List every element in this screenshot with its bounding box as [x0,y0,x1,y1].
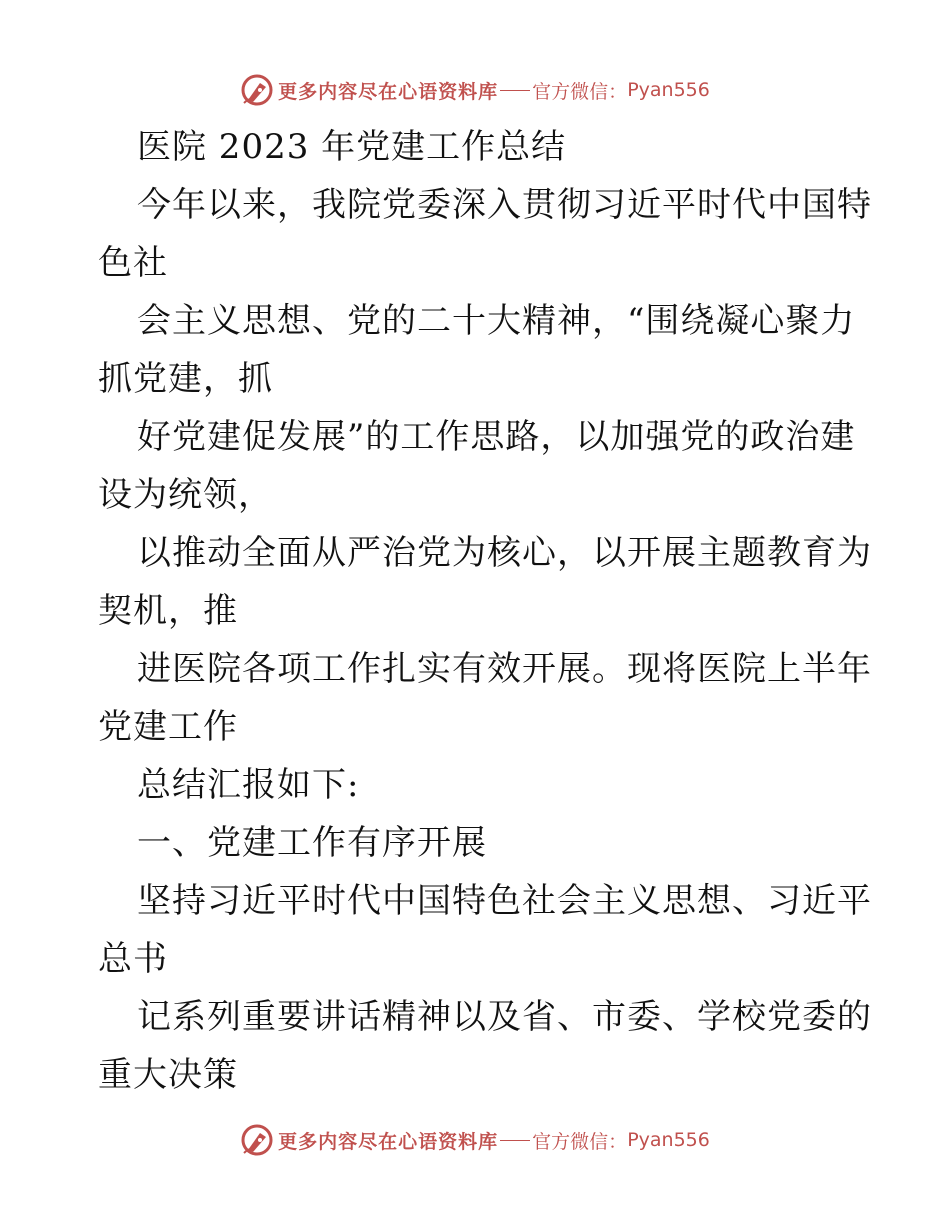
pen-nib-logo-icon [240,1123,274,1157]
paragraph-line: 抓党建，抓 [98,359,273,399]
paragraph-line: 色社 [98,243,168,283]
watermark-brand: 更多内容尽在心语资料库 [278,1130,499,1153]
footer-watermark [0,1120,950,1160]
paragraph-line: 总结汇报如下: [137,765,360,805]
paragraph-line: 设为统领， [98,475,273,515]
document-body [98,118,872,1104]
paragraph-line: 重大决策 [98,1055,238,1095]
paragraph-line: 会主义思想、党的二十大精神，“围绕凝心聚力 [137,301,856,341]
paragraph-line: 坚持习近平时代中国特色社会主义思想、习近平 [137,881,872,921]
paragraph-line: 进医院各项工作扎实有效开展。现将医院上半年 [137,649,872,689]
paragraph-line: 好党建促发展”的工作思路，以加强党的政治建 [137,417,856,457]
watermark-separator [500,90,530,91]
paragraph-line: 以推动全面从严治党为核心，以开展主题教育为 [137,533,872,573]
section-heading: 一、党建工作有序开展 [137,823,487,863]
watermark-label: 官方微信： [532,80,628,103]
pen-nib-logo-icon [240,73,274,107]
watermark-wechat-id: Pyan556 [627,79,710,101]
paragraph-line: 契机，推 [98,591,238,631]
paragraph-line: 党建工作 [98,707,238,747]
paragraph-line: 今年以来，我院党委深入贯彻习近平时代中国特 [137,185,872,225]
header-watermark [0,70,950,110]
watermark-wechat-id: Pyan556 [627,1129,710,1151]
paragraph-line: 记系列重要讲话精神以及省、市委、学校党委的 [137,997,872,1037]
paragraph-line: 总书 [98,939,168,979]
document-title: 医院 2023 年党建工作总结 [137,127,567,167]
watermark-label: 官方微信： [532,1130,628,1153]
watermark-separator [500,1140,530,1141]
watermark-brand: 更多内容尽在心语资料库 [278,80,499,103]
